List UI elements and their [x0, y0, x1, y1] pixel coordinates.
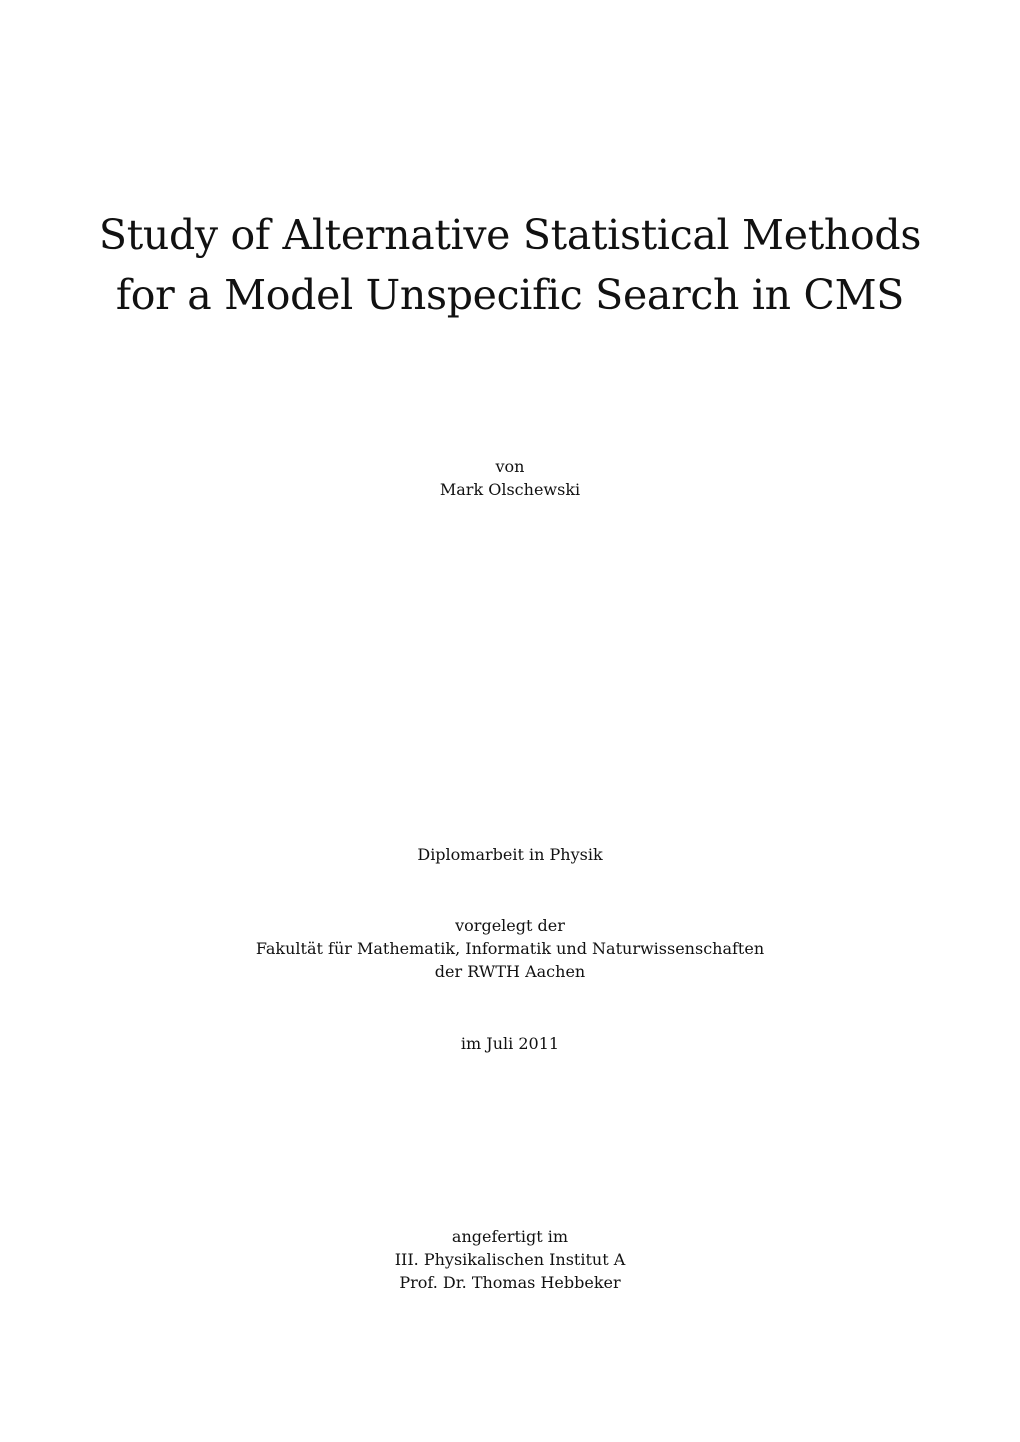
author-block: [0, 455, 1020, 501]
supervisor-name: Prof. Dr. Thomas Hebbeker: [399, 1273, 621, 1292]
institute-name: III. Physikalischen Institut A: [394, 1250, 626, 1269]
institute-prefix: angefertigt im: [451, 1227, 569, 1246]
institute-block: [0, 1225, 1020, 1294]
faculty-name: Fakultät für Mathematik, Informatik und Naturwissenschaften: [255, 939, 765, 958]
title-line-1: Study of Alternative Statistical Methods: [98, 211, 922, 259]
university-name: der RWTH Aachen: [434, 962, 586, 981]
author-prefix: von: [495, 457, 525, 476]
thesis-title: [0, 205, 1020, 325]
degree-type: Diplomarbeit in Physik: [417, 845, 603, 864]
date-block: [0, 1032, 1020, 1055]
author-name: Mark Olschewski: [439, 480, 581, 499]
degree-block: [0, 843, 1020, 866]
submission-date: im Juli 2011: [460, 1034, 560, 1053]
submitted-line-1: vorgelegt der: [455, 916, 565, 935]
submitted-block: [0, 914, 1020, 983]
title-line-2: for a Model Unspecific Search in CMS: [115, 271, 905, 319]
